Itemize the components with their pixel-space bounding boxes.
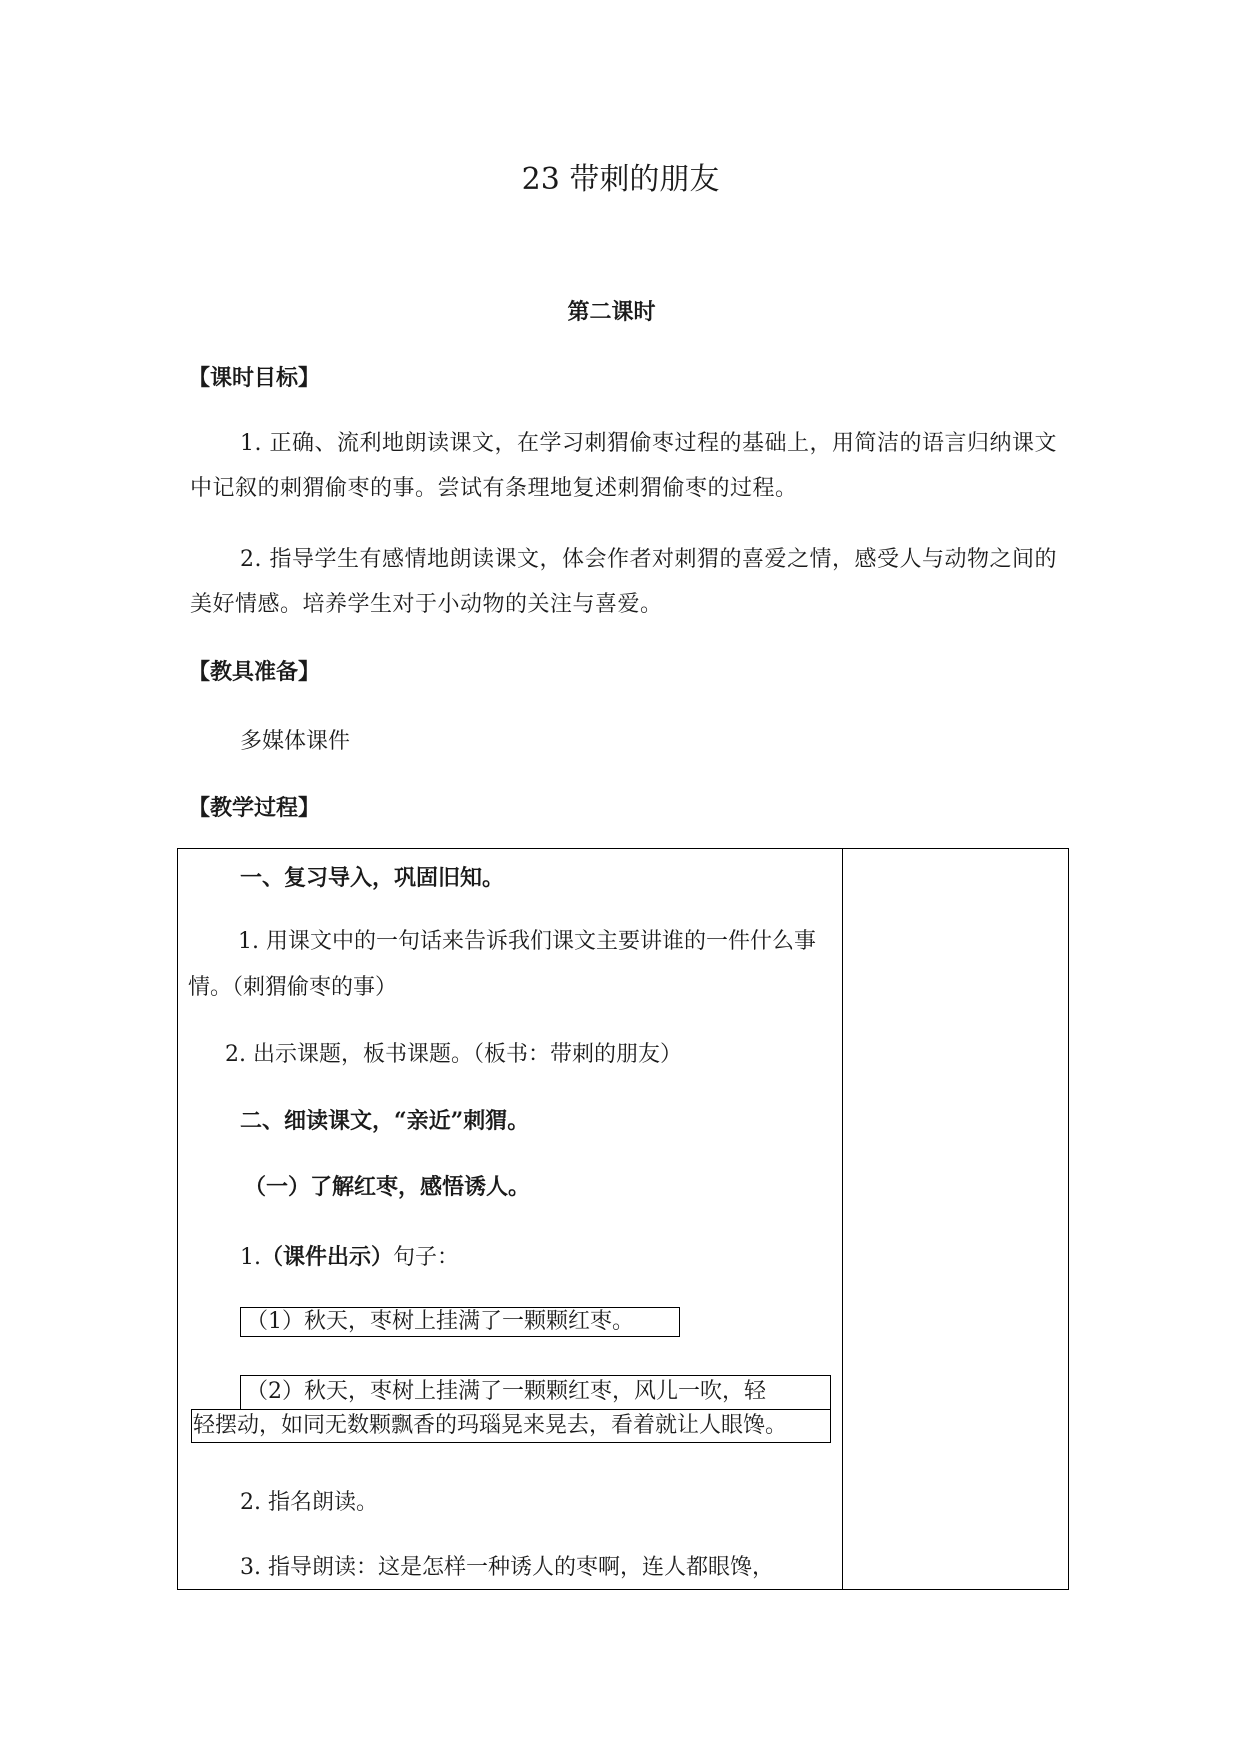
step2-sub1: （一）了解红枣，感悟诱人。 [244, 1174, 531, 1200]
step2-heading: 二、细读课文，“亲近”刺猬。 [240, 1108, 530, 1134]
goals-heading: 【课时目标】 [188, 365, 321, 391]
step1-heading: 一、复习导入，巩固旧知。 [240, 865, 505, 891]
lesson-subtitle: 第二课时 [567, 299, 656, 325]
item2: 2. 指名朗读。 [240, 1490, 378, 1515]
item1-rest: 句子： [393, 1245, 460, 1270]
goal-2: 2. 指导学生有感情地朗读课文，体会作者对刺猬的喜爱之情，感受人与动物之间的美好情感。培养学生对于小动物的关注与喜爱。 [190, 547, 1057, 617]
page-title: 23 带刺的朋友 [521, 162, 720, 197]
process-table [177, 848, 1069, 1590]
process-heading: 【教学过程】 [188, 795, 321, 821]
column-divider [842, 849, 843, 1589]
goal-1: 1. 正确、流利地朗读课文，在学习刺猬偷枣过程的基础上，用简洁的语言归纳课文中记叙的刺猬偷枣的事。尝试有条理地复述刺猬偷枣的过程。 [190, 431, 1057, 501]
sentence1: （1）秋天，枣树上挂满了一颗颗红枣。 [246, 1309, 634, 1334]
item1-number: 1. [240, 1245, 261, 1270]
tools-text: 多媒体课件 [240, 729, 351, 754]
sentence2-line1: （2）秋天，枣树上挂满了一颗颗红枣，风儿一吹，轻 [246, 1379, 766, 1404]
step1-item1: 1. 用课文中的一句话来告诉我们课文主要讲谁的一件什么事情。（刺猬偷枣的事） [188, 929, 816, 1000]
item3: 3. 指导朗读：这是怎样一种诱人的枣啊，连人都眼馋， [240, 1555, 774, 1580]
item1 [240, 1241, 459, 1274]
item1-bold: （课件出示） [261, 1244, 394, 1270]
step1-item2: 2. 出示课题，板书课题。（板书：带刺的朋友） [225, 1042, 682, 1067]
sentence2-line2: 轻摆动，如同无数颗飘香的玛瑙晃来晃去，看着就让人眼馋。 [193, 1413, 788, 1438]
tools-heading: 【教具准备】 [188, 659, 321, 685]
